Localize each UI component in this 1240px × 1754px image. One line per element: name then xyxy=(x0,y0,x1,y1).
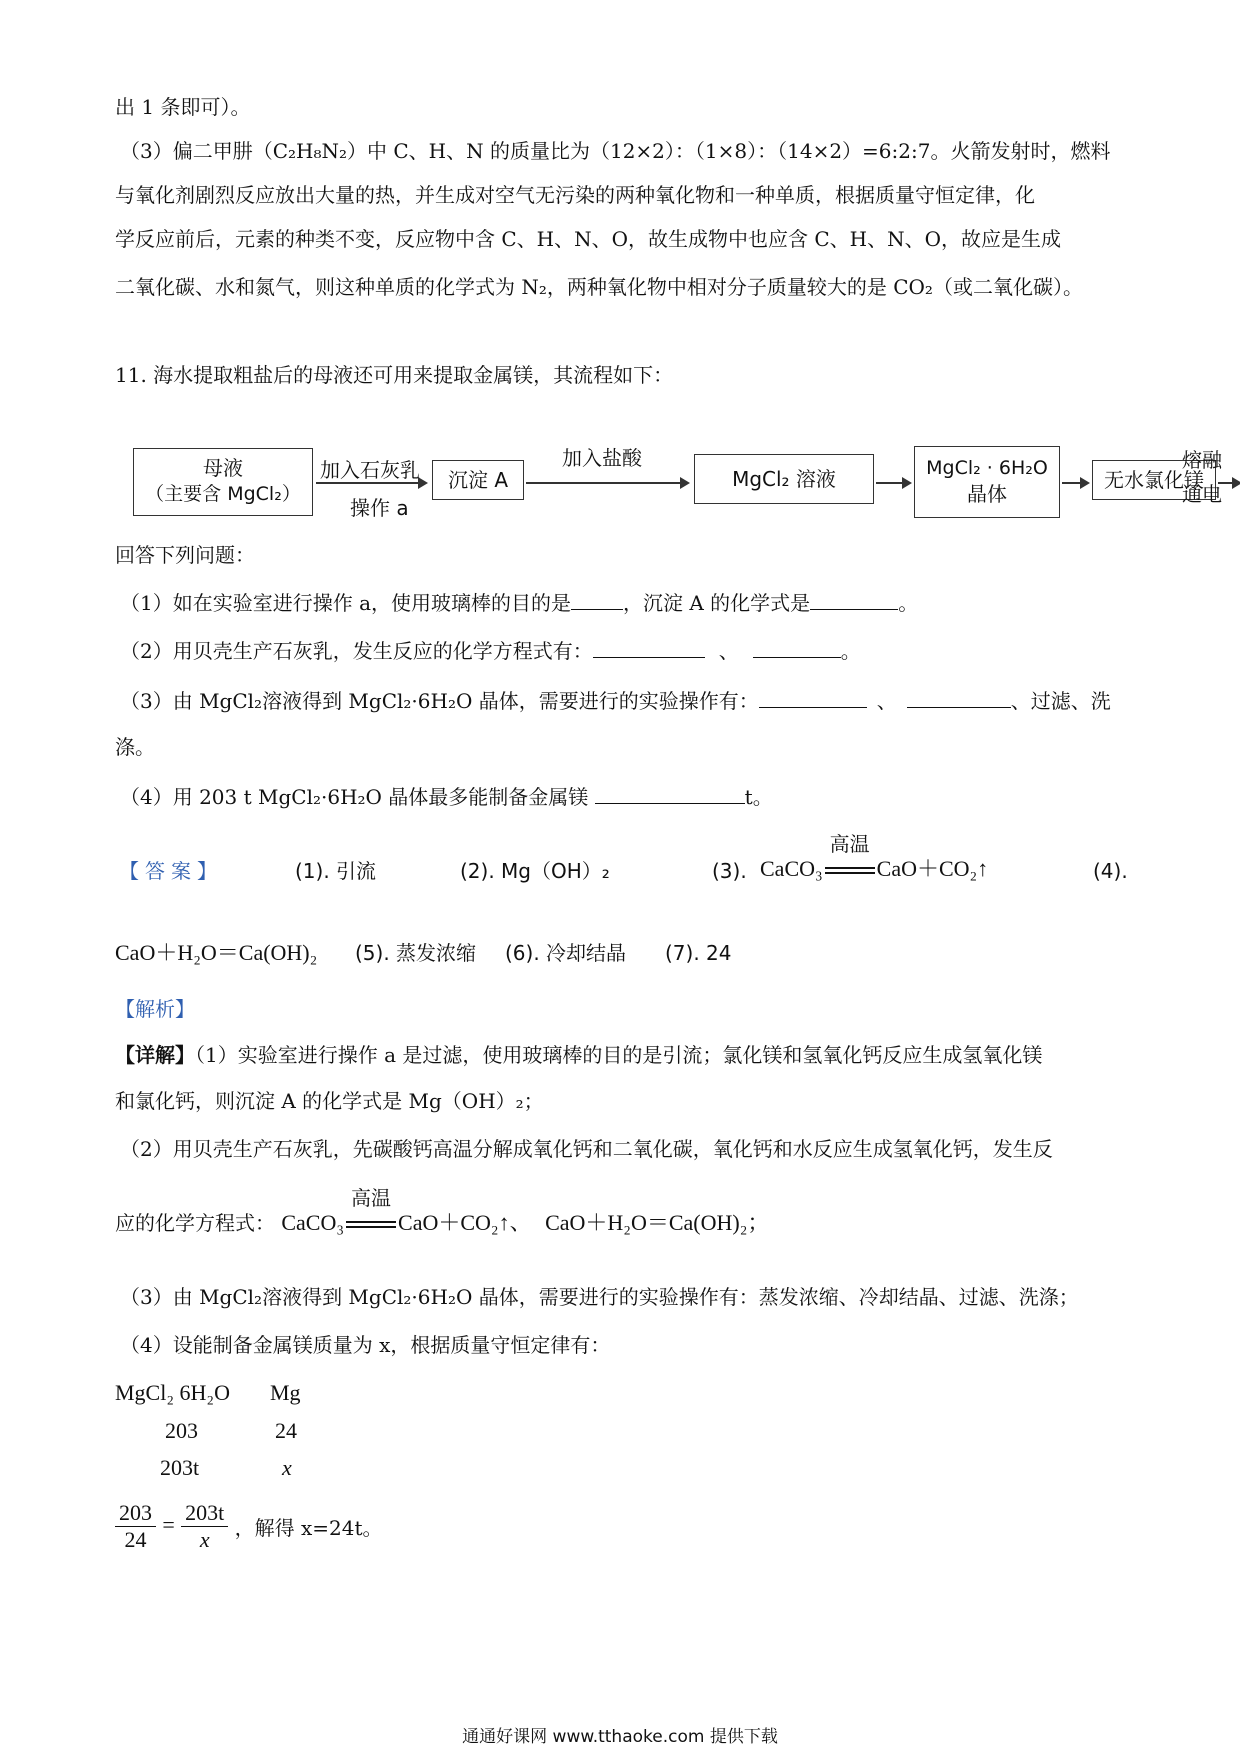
question-3-part-a: （3）由 MgCl₂溶液得到 MgCl₂·6H₂O 晶体，需要进行的实验操作有： xyxy=(120,689,759,713)
flow-arrow1-top-label: 加入石灰乳 xyxy=(320,458,420,482)
proportion-equals: = xyxy=(162,1512,175,1537)
question-2-part-b: 、 xyxy=(718,639,739,663)
answer-blank-1[interactable] xyxy=(571,609,623,610)
process-flow-diagram xyxy=(130,440,1240,530)
question-4-part-a: （4）用 203 t MgCl₂·6H₂O 晶体最多能制备金属镁 xyxy=(120,785,589,809)
question-4 xyxy=(120,782,1135,812)
flow-box-mother-liquor-line2: （主要含 MgCl₂） xyxy=(145,483,301,505)
flow-box-mgcl2-solution: MgCl₂ 溶液 xyxy=(694,454,874,504)
answer-equation-1-right: CaO＋CO₂↑ xyxy=(876,856,989,881)
ratio-header-compound: MgCl₂ 6H₂O xyxy=(115,1380,230,1405)
detail-line-1-text: （1）实验室进行操作 a 是过滤，使用玻璃棒的目的是引流；氯化镁和氢氧化钙反应生成氢氧化镁 xyxy=(195,1043,1043,1067)
answer-blank-2[interactable] xyxy=(810,609,898,610)
answer-item-3-label: (3). xyxy=(712,859,747,883)
answer-blank-6[interactable] xyxy=(907,707,1011,708)
fraction-2 xyxy=(181,1500,228,1553)
detail-line-1 xyxy=(115,1040,1130,1070)
answer-label: 【答案】 xyxy=(119,859,223,883)
detail-line-6: （4）设能制备金属镁质量为 x，根据质量守恒定律有： xyxy=(120,1333,611,1357)
text-line-4: 学反应前后，元素的种类不变，反应物中含 C、H、N、O，故生成物中也应含 C、H、N、O，故应是生成 xyxy=(115,227,1061,251)
detail-line-5: （3）由 MgCl₂溶液得到 MgCl₂·6H₂O 晶体，需要进行的实验操作有：蒸发浓缩、冷却结晶、过滤、洗涤； xyxy=(120,1285,1079,1309)
flow-box-precipitate-a: 沉淀 A xyxy=(432,460,524,500)
proportion-conclusion: ，解得 x=24t。 xyxy=(234,1516,383,1540)
question-3-part-c: 、过滤、洗 xyxy=(1010,689,1111,713)
answer-blank-3[interactable] xyxy=(593,657,705,658)
question-1-part-a: （1）如在实验室进行操作 a，使用玻璃棒的目的是 xyxy=(120,591,572,615)
question-4-part-b: t。 xyxy=(744,785,773,809)
detail-line-4-text: 应的化学方程式： xyxy=(115,1211,275,1235)
detail-line-2: 和氯化钙，则沉淀 A 的化学式是 Mg（OH）₂； xyxy=(115,1089,544,1113)
question-1-part-c: 。 xyxy=(898,591,919,615)
flow-box-mgcl2-crystal-line2: 晶体 xyxy=(967,482,1007,506)
answer-equation-1 xyxy=(760,834,989,884)
detail-label: 【详解】 xyxy=(115,1043,195,1067)
text-line-5: 二氧化碳、水和氮气，则这种单质的化学式为 N₂，两种氧化物中相对分子质量较大的是 CO₂（或二氧化碳）。 xyxy=(115,275,1083,299)
flow-box-mother-liquor-line1: 母液 xyxy=(203,456,243,480)
flow-box-anhydrous-mgcl2: 无水氯化镁 xyxy=(1092,460,1216,500)
flow-arrow-4 xyxy=(1062,482,1088,484)
detail-line-4 xyxy=(115,1188,1130,1238)
fraction-1-denominator: 24 xyxy=(124,1527,147,1552)
question-2 xyxy=(120,636,1135,666)
ratio-header-mg: Mg xyxy=(270,1380,301,1405)
analysis-label: 【解析】 xyxy=(115,997,195,1021)
flow-arrow-1 xyxy=(316,482,426,484)
detail-line-3: （2）用贝壳生产石灰乳，先碳酸钙高温分解成氧化钙和二氧化碳，氧化钙和水反应生成氢氧化钙，发生反 xyxy=(120,1137,1053,1161)
detail-equation-1-condition-text: 高温 xyxy=(351,1188,392,1210)
answer-equation-1-left: CaCO₃ xyxy=(760,856,823,881)
question-11-title: 11. 海水提取粗盐后的母液还可用来提取金属镁，其流程如下： xyxy=(115,363,674,387)
double-line-equals xyxy=(346,1221,396,1228)
flow-arrow-2 xyxy=(526,482,688,484)
ratio-row2-compound: 203t xyxy=(160,1455,200,1480)
fraction-1-numerator: 203 xyxy=(115,1500,156,1527)
ratio-row1-mg: 24 xyxy=(275,1418,297,1443)
flow-box-mgcl2-crystal xyxy=(914,446,1060,518)
answer-blank-7[interactable] xyxy=(595,803,745,804)
answer-blank-4[interactable] xyxy=(753,657,841,658)
ratio-row1-compound: 203 xyxy=(165,1418,198,1443)
answer-item-2: (2). Mg（OH）₂ xyxy=(460,859,610,883)
flow-arrow5-top-label: 熔融 xyxy=(1182,448,1222,472)
proportion-equation xyxy=(115,1500,383,1553)
answer-blank-5[interactable] xyxy=(759,707,867,708)
page-footer: 通通好课网 www.tthaoke.com 提供下载 xyxy=(462,1727,778,1747)
flow-box-mother-liquor xyxy=(133,448,313,516)
detail-equation-1-condition xyxy=(344,1188,398,1238)
question-3-continued: 涤。 xyxy=(115,735,155,759)
answer-equation-2: CaO＋H₂O＝Ca(OH)₂ xyxy=(115,940,318,965)
question-2-part-c: 。 xyxy=(840,639,861,663)
fraction-1 xyxy=(115,1500,156,1553)
fraction-2-denominator: x xyxy=(199,1527,210,1552)
detail-equation-2: CaO＋H₂O＝Ca(OH)₂； xyxy=(545,1210,770,1235)
detail-equation-1 xyxy=(281,1188,537,1235)
flow-box-mgcl2-crystal-line1: MgCl₂ · 6H₂O xyxy=(926,457,1048,479)
flow-arrow-3 xyxy=(876,482,910,484)
detail-equation-1-left: CaCO₃ xyxy=(281,1210,345,1235)
text-line-3: 与氧化剂剧烈反应放出大量的热，并生成对空气无污染的两种氧化物和一种单质，根据质量守恒定律，化 xyxy=(115,183,1035,207)
question-1 xyxy=(120,588,1135,618)
flow-arrow1-bottom-label: 操作 a xyxy=(350,496,409,520)
answer-item-7: (7). 24 xyxy=(665,941,732,965)
fraction-2-numerator: 203t xyxy=(181,1500,228,1527)
questions-intro: 回答下列问题： xyxy=(115,543,255,567)
answer-item-1: (1). 引流 xyxy=(295,859,377,883)
double-line-equals xyxy=(825,867,875,874)
answer-equation-1-condition-text: 高温 xyxy=(829,834,870,856)
detail-equation-1-right: CaO＋CO₂↑、 xyxy=(398,1210,532,1235)
flow-arrow2-top-label: 加入盐酸 xyxy=(562,446,642,470)
text-line-1: 出 1 条即可）。 xyxy=(115,95,251,119)
answer-item-4-label: (4). xyxy=(1093,859,1128,883)
ratio-row2-mg: x xyxy=(282,1455,292,1480)
answer-item-6: (6). 冷却结晶 xyxy=(505,941,627,965)
flow-arrow5-bottom-label: 通电 xyxy=(1182,482,1222,506)
question-3 xyxy=(120,686,1135,716)
question-1-part-b: ，沉淀 A 的化学式是 xyxy=(623,591,811,615)
question-2-part-a: （2）用贝壳生产石灰乳，发生反应的化学方程式有： xyxy=(120,639,593,663)
answer-equation-1-condition xyxy=(823,834,877,884)
text-line-2: （3）偏二甲肼（C₂H₈N₂）中 C、H、N 的质量比为（12×2）：（1×8）：（14×2）=6:2:7。火箭发射时，燃料 xyxy=(120,139,1111,163)
answer-item-5: (5). 蒸发浓缩 xyxy=(355,941,477,965)
question-3-part-b: 、 xyxy=(876,689,897,713)
